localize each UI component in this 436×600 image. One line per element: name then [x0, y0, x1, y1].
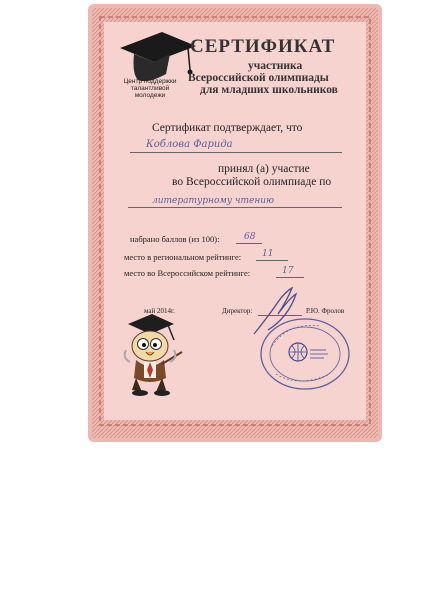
logo-caption: Центр поддержки талантливой молодежи — [123, 78, 177, 99]
director-name: Р.Ю. Фролов — [306, 307, 345, 315]
subtitle-line-3: для младших школьников — [200, 84, 338, 96]
participated-text: принял (а) участие — [218, 163, 310, 175]
owl-professor-mascot — [118, 312, 190, 398]
national-rank-label: место во Всероссийском рейтинге: — [124, 268, 251, 278]
participant-name: Коблова Фарида — [146, 139, 233, 150]
name-underline — [130, 152, 342, 153]
regional-rank-value: 11 — [262, 249, 274, 259]
score-label: набрано баллов (из 100): — [130, 234, 220, 244]
regional-rank-label: место в региональном рейтинге: — [124, 252, 242, 262]
subject-underline — [128, 207, 342, 208]
olympiad-text: во Всероссийской олимпиаде по — [172, 176, 332, 188]
subtitle-line-1: участника — [248, 60, 303, 72]
national-underline — [276, 277, 304, 278]
subtitle-line-2: Всероссийской олимпиады — [188, 72, 329, 84]
official-stamp — [258, 316, 352, 392]
certificate-title: СЕРТИФИКАТ — [190, 36, 336, 57]
score-value: 68 — [244, 232, 256, 242]
confirmation-text: Сертификат подтверждает, что — [152, 122, 303, 134]
issue-date: май 2014г. — [144, 307, 175, 315]
score-underline — [236, 243, 262, 244]
director-label: Директор: — [222, 307, 253, 315]
national-rank-value: 17 — [282, 266, 294, 276]
regional-underline — [256, 260, 288, 261]
subject-name: литературному чтению — [152, 196, 275, 206]
